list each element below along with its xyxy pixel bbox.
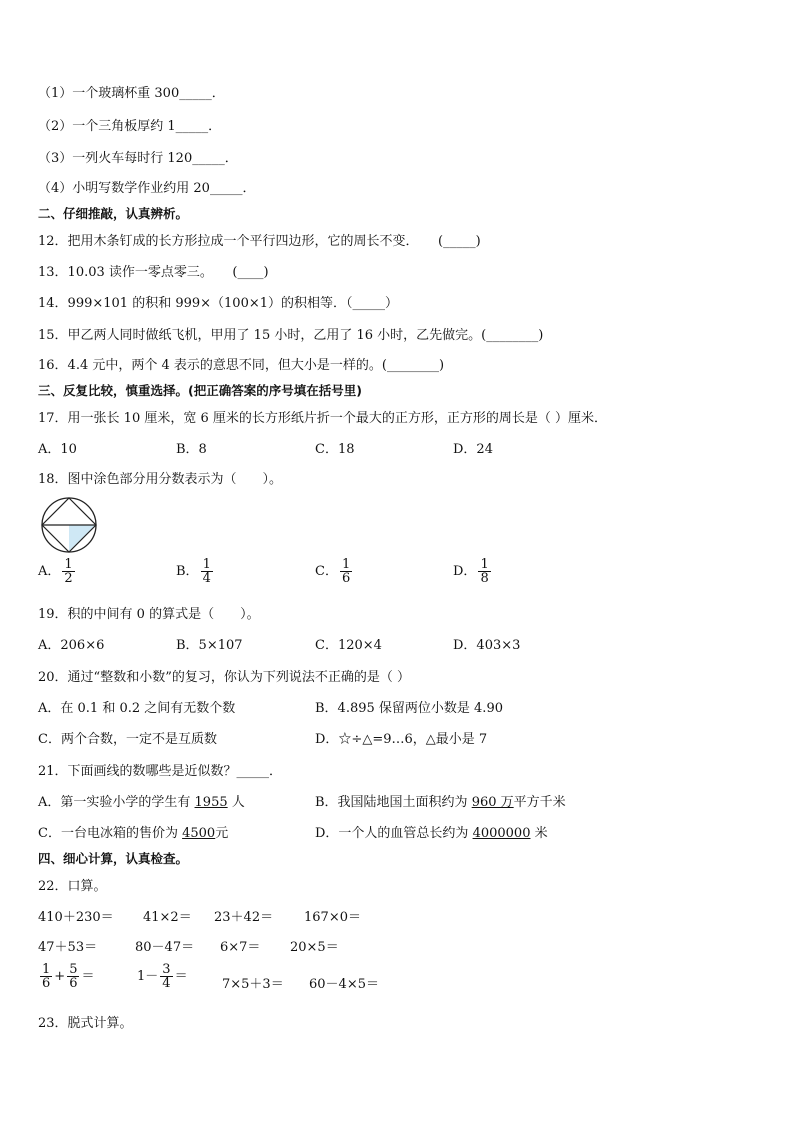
q17-option-a: A．10 [38,442,77,457]
section-2-heading: 二、仔细推敲，认真辨析。 [38,206,189,221]
calc-1-3: 23＋42＝ [214,910,274,925]
calc-3-4: 60－4×5＝ [309,977,379,992]
q18-option-c: C． $\frac{1}{6}$ [315,557,351,586]
q21-option-d: D．一个人的血管总长约为 4000000 米 [315,826,548,841]
q18-option-b: B． $\frac{1}{4}$ [176,557,211,586]
section-3-heading: 三、反复比较，慎重选择。(把正确答案的序号填在括号里) [38,383,362,398]
calc-2-4: 20×5＝ [290,940,339,955]
fill-item-1: （1）一个玻璃杯重 300_____． [38,86,225,101]
calc-1-2: 41×2＝ [143,910,192,925]
question-22-stem: 22．口算。 [38,879,107,894]
question-21-stem: 21．下面画线的数哪些是近似数？_____． [38,764,283,779]
question-17-stem: 17．用一张长 10 厘米，宽 6 厘米的长方形纸片折一个最大的正方形，正方形的周长是（ ）厘米． [38,411,608,426]
q19-option-a: A．206×6 [38,638,105,653]
fill-item-2: （2）一个三角板厚约 1_____． [38,119,222,134]
q17-option-b: B．8 [176,442,207,457]
q18-option-d: D． $\frac{1}{8}$ [453,557,489,586]
q20-option-a: A．在 0.1 和 0.2 之间有无数个数 [38,701,236,716]
question-16: 16．4.4 元中，两个 4 表示的意思不同，但大小是一样的。(________) [38,358,445,373]
q18-option-a: A． $\frac{1}{2}$ [38,557,73,586]
calc-2-1: 47＋53＝ [38,940,98,955]
question-13: 13．10.03 读作一零点零三。 (____) [38,265,269,280]
fill-item-3: （3）一列火车每时行 120_____． [38,151,238,166]
q21-option-b: B．我国陆地国土面积约为 960 万平方千米 [315,795,566,810]
question-14: 14．999×101 的积和 999×（100×1）的积相等．（_____） [38,296,399,311]
calc-3-3: 7×5＋3＝ [222,977,284,992]
calc-3-2: 1－ $\frac{3}{4}$ ＝ [137,962,188,991]
q20-option-b: B．4.895 保留两位小数是 4.90 [315,701,503,716]
calc-1-4: 167×0＝ [304,910,361,925]
q19-option-c: C．120×4 [315,638,382,653]
calc-3-1: $\frac{1}{6}$ + $\frac{5}{6}$ ＝ [42,962,95,991]
q17-option-c: C．18 [315,442,355,457]
calc-1-1: 410＋230＝ [38,910,114,925]
question-12: 12．把用木条钉成的长方形拉成一个平行四边形，它的周长不变． (_____) [38,234,481,249]
section-4-heading: 四、细心计算，认真检查。 [38,851,189,866]
q19-option-d: D．403×3 [453,638,521,653]
q21-option-a: A．第一实验小学的学生有 1955 人 [38,795,245,810]
q21-option-c: C．一台电冰箱的售价为 4500元 [38,826,229,841]
question-20-stem: 20．通过“整数和小数”的复习，你认为下列说法不正确的是（ ） [38,670,410,685]
q20-option-c: C．两个合数，一定不是互质数 [38,732,217,747]
question-19-stem: 19．积的中间有 0 的算式是（ ）。 [38,607,260,622]
question-15: 15．甲乙两人同时做纸飞机，甲用了 15 小时，乙用了 16 小时，乙先做完。(________) [38,328,544,343]
calc-2-2: 80－47＝ [135,940,195,955]
q17-option-d: D．24 [453,442,493,457]
question-18-stem: 18．图中涂色部分用分数表示为（ ）。 [38,472,283,487]
q19-option-b: B．5×107 [176,638,243,653]
question-23-stem: 23．脱式计算。 [38,1016,133,1031]
q20-option-d: D．☆÷△=9…6，△最小是 7 [315,732,488,747]
circle-figure [40,497,98,553]
calc-2-3: 6×7＝ [220,940,261,955]
fill-item-4: （4）小明写数学作业约用 20_____． [38,181,256,196]
